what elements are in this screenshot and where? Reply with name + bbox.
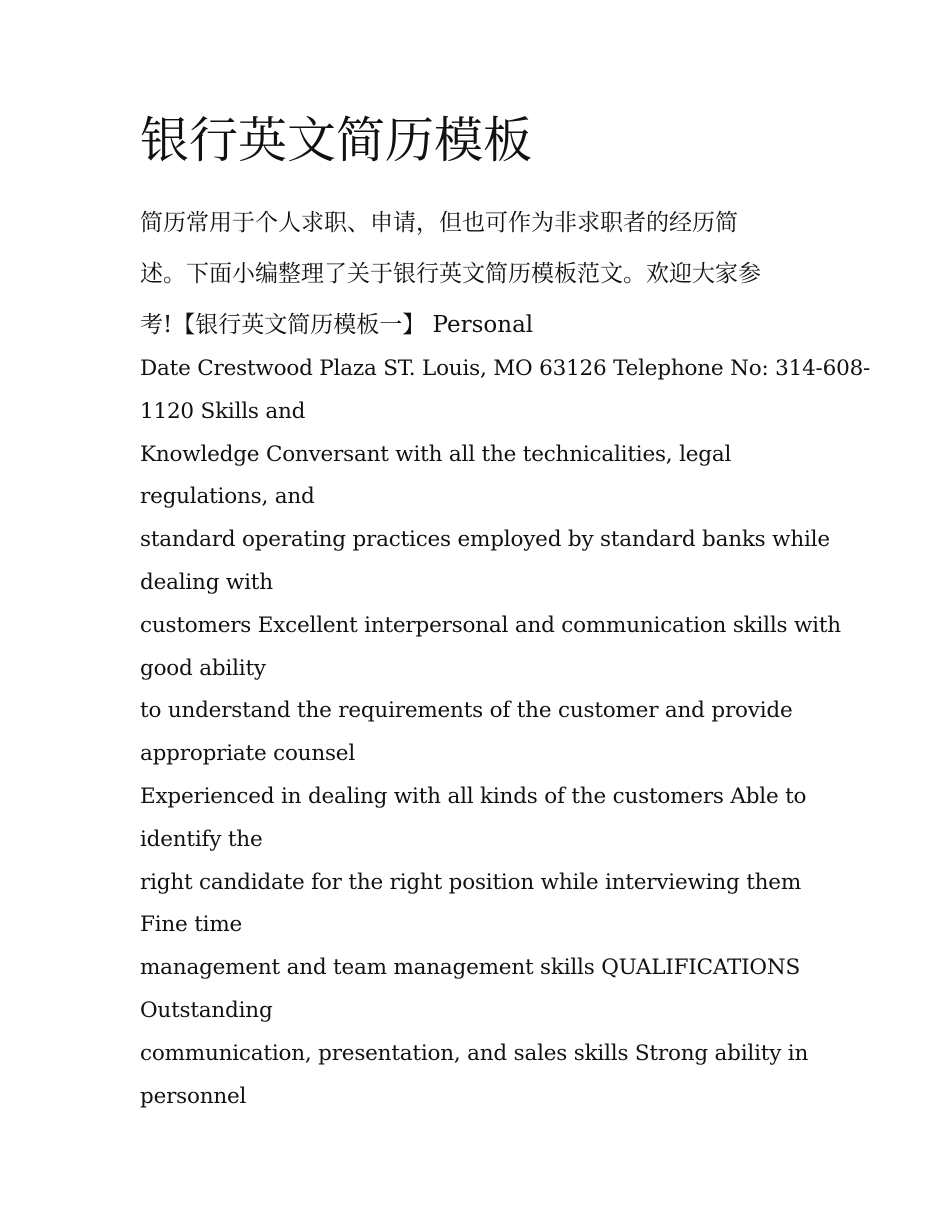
body-line: right candidate for the right position while interviewing them: [140, 869, 802, 895]
body-line: customers Excellent interpersonal and communication skills with: [140, 612, 841, 638]
body-line: Outstanding: [140, 997, 273, 1023]
body-line: regulations, and: [140, 484, 315, 510]
body-line: communication, presentation, and sales skills Strong ability in: [140, 1040, 809, 1066]
body-line: Fine time: [140, 912, 243, 938]
body-line: Knowledge Conversant with all the technicalities, legal: [140, 441, 732, 467]
body-line: appropriate counsel: [140, 741, 356, 767]
body-line: to understand the requirements of the customer and provide: [140, 698, 793, 724]
intro-line: 述。下面小编整理了关于银行英文简历模板范文。欢迎大家参: [140, 261, 761, 287]
document-title: 银行英文简历模板: [140, 112, 533, 169]
body-line: management and team management skills QUALIFICATIONS: [140, 955, 800, 981]
body-line: Date Crestwood Plaza ST. Louis, MO 63126 Telephone No: 314-608-: [140, 356, 871, 381]
body-line: dealing with: [140, 569, 273, 595]
body-line: good ability: [140, 655, 266, 681]
body-line: identify the: [140, 826, 263, 852]
body-line: 1120 Skills and: [140, 398, 306, 424]
intro-line: 考!【银行英文简历模板一】 Personal: [140, 312, 534, 338]
body-line: standard operating practices employed by standard banks while: [140, 527, 830, 553]
intro-line: 简历常用于个人求职、申请，但也可作为非求职者的经历简: [140, 210, 738, 236]
resume-body: [140, 348, 871, 1118]
body-line: Experienced in dealing with all kinds of the customers Able to: [140, 783, 807, 809]
body-line: personnel: [140, 1083, 247, 1109]
intro-paragraph: [140, 198, 830, 351]
